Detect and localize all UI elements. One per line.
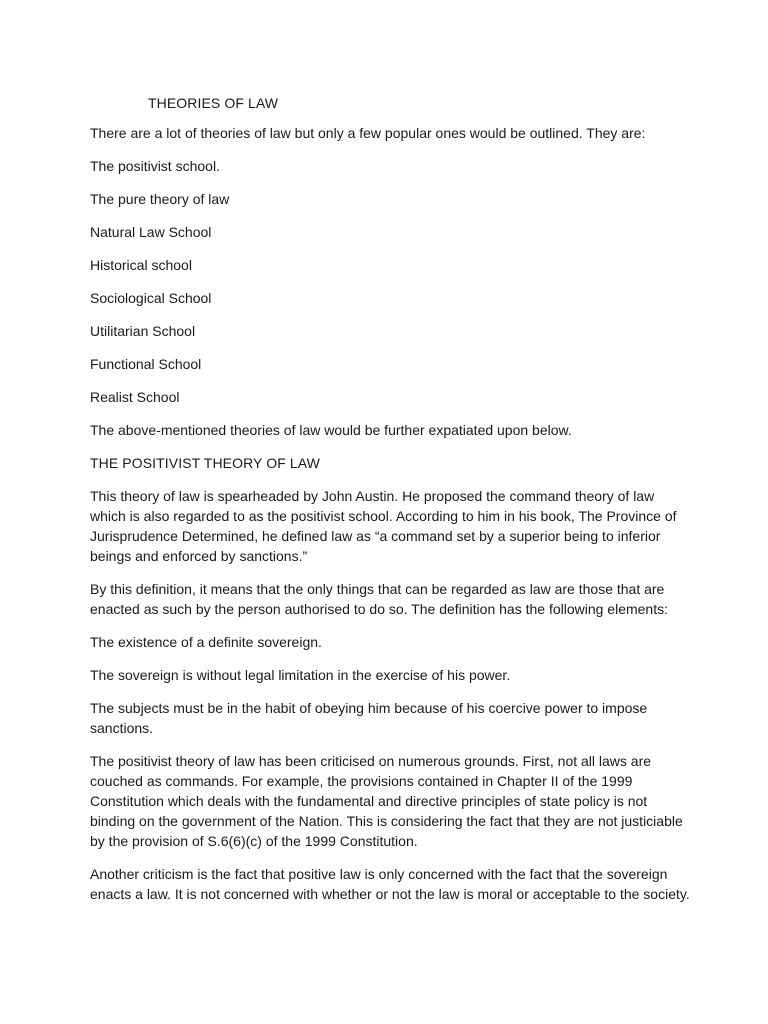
school-item-functional: Functional School xyxy=(90,356,202,372)
paragraph-criticism-one: The positivist theory of law has been criticised on numerous grounds. First, not all laws are couched as commands. For example, the provisions contained in Chapter II of the 1999 Constitution which deals with the fundamental and directive principles of state policy is not binding on the government of the Nation. This is considering the fact that they are not justiciable by the provision of S.6(6)(c) of the 1999 Constitution. xyxy=(90,753,683,849)
paragraph-criticism-two: Another criticism is the fact that positive law is only concerned with the fact that the sovereign enacts a law. It is not concerned with whether or not the law is moral or acceptable to the society. xyxy=(90,866,690,902)
school-item-realist: Realist School xyxy=(90,389,180,405)
summary-paragraph: The above-mentioned theories of law would be further expatiated upon below. xyxy=(90,422,572,438)
document-body xyxy=(90,93,690,917)
intro-paragraph: There are a lot of theories of law but only a few popular ones would be outlined. They are: xyxy=(90,125,646,141)
school-item-sociological: Sociological School xyxy=(90,290,212,306)
element-limitation: The sovereign is without legal limitation in the exercise of his power. xyxy=(90,667,511,683)
document-title: THEORIES OF LAW xyxy=(148,95,279,111)
school-item-natural-law: Natural Law School xyxy=(90,224,212,240)
section-heading: THE POSITIVIST THEORY OF LAW xyxy=(90,455,320,471)
element-obedience: The subjects must be in the habit of obeying him because of his coercive power to impose sanctions. xyxy=(90,700,648,736)
school-item-historical: Historical school xyxy=(90,257,192,273)
paragraph-austin: This theory of law is spearheaded by John Austin. He proposed the command theory of law which is also regarded to as the positivist school. According to him in his book, The Province of Jurisprudence Determined, he defined law as “a command set by a superior being to inferior beings and enforced by sanctions.” xyxy=(90,488,677,564)
paragraph-definition: By this definition, it means that the only things that can be regarded as law are those that are enacted as such by the person authorised to do so. The definition has the following elements: xyxy=(90,581,668,617)
school-item-utilitarian: Utilitarian School xyxy=(90,323,196,339)
school-item-positivist: The positivist school. xyxy=(90,158,220,174)
school-item-pure-theory: The pure theory of law xyxy=(90,191,230,207)
element-sovereign: The existence of a definite sovereign. xyxy=(90,634,322,650)
